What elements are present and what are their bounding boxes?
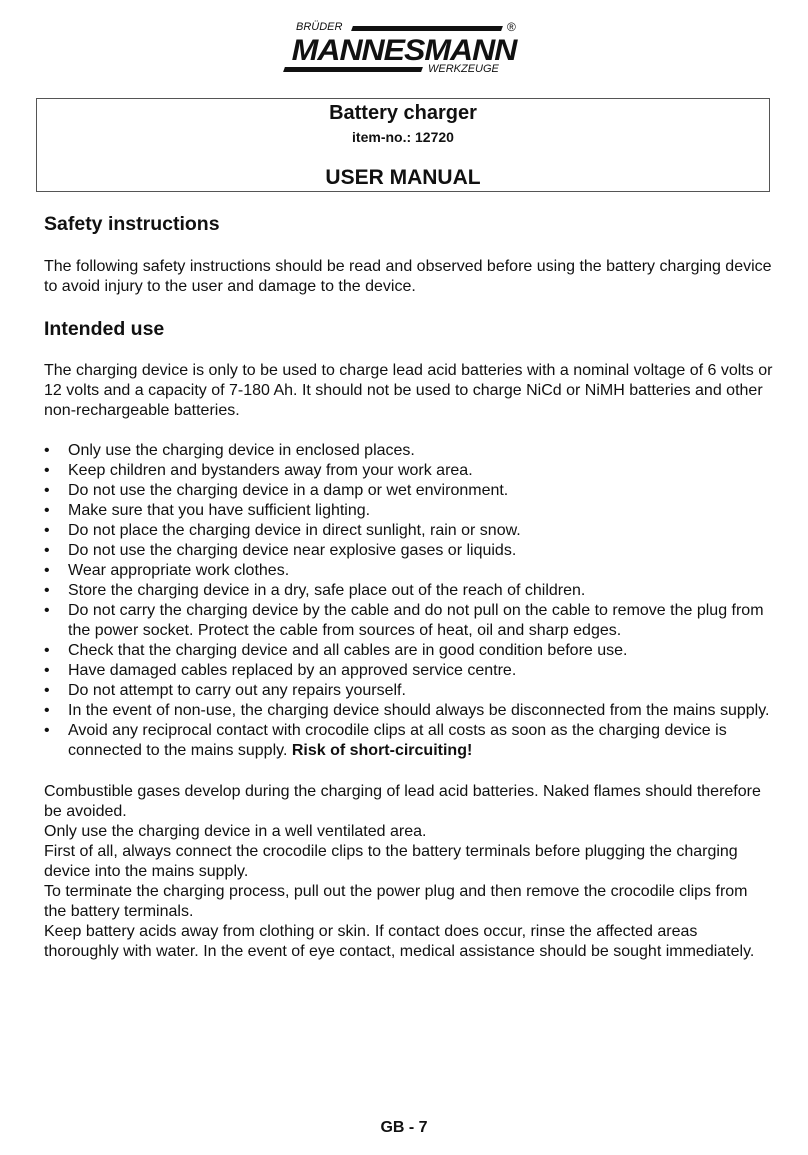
list-item: [44, 601, 774, 641]
closing-paragraph: Keep battery acids away from clothing or skin. If contact does occur, rinse the affected areas thoroughly with water. In the event of eye contact, medical assistance should be sought immediately.: [44, 923, 755, 960]
bullet-icon: •: [44, 582, 50, 599]
list-item: [44, 681, 774, 701]
bullet-icon: •: [44, 502, 50, 519]
closing-paragraph: First of all, always connect the crocodile clips to the battery terminals before plugging the charging device into the mains supply.: [44, 843, 738, 880]
list-item-text: Do not carry the charging device by the cable and do not pull on the cable to remove the plug from the power socket. Protect the cable from sources of heat, oil and sharp edges.: [68, 602, 764, 639]
bullet-icon: •: [44, 522, 50, 539]
bullet-icon: •: [44, 462, 50, 479]
closing-notes: [44, 782, 774, 962]
intended-use-heading: Intended use: [44, 318, 165, 340]
brand-logo: [282, 20, 526, 78]
list-item-text: Do not use the charging device in a damp or wet environment.: [68, 482, 509, 499]
manual-heading: USER MANUAL: [325, 166, 481, 189]
closing-paragraph: Only use the charging device in a well ventilated area.: [44, 823, 427, 840]
title-box: [36, 98, 770, 192]
bullet-icon: •: [44, 682, 50, 699]
logo-werkzeuge-text: WERKZEUGE: [428, 63, 499, 75]
logo-brand-text: MANNESMANN: [291, 33, 517, 67]
list-item: [44, 481, 774, 501]
bullet-icon: •: [44, 442, 50, 459]
list-item-text: Do not attempt to carry out any repairs yourself.: [68, 682, 406, 699]
safety-bullet-list: [44, 441, 774, 761]
list-item: [44, 501, 774, 521]
bullet-icon: •: [44, 642, 50, 659]
list-item-text: In the event of non-use, the charging device should always be disconnected from the mains supply.: [68, 702, 770, 719]
short-circuit-warning: Risk of short-circuiting!: [291, 742, 473, 759]
list-item-text: Wear appropriate work clothes.: [68, 562, 290, 579]
bullet-icon: •: [44, 602, 50, 619]
list-item: [44, 581, 774, 601]
list-item-text: Make sure that you have sufficient lighting.: [68, 502, 371, 519]
bullet-icon: •: [44, 482, 50, 499]
list-item-text: Avoid any reciprocal contact with crocodile clips at all costs as soon as the charging device is connected to the mains supply.: [68, 722, 727, 759]
logo-bar-top: [351, 26, 503, 31]
closing-paragraph: Combustible gases develop during the charging of lead acid batteries. Naked flames should therefore be avoided.: [44, 783, 761, 820]
list-item: [44, 461, 774, 481]
bullet-icon: •: [44, 562, 50, 579]
item-number: item-no.: 12720: [352, 129, 454, 145]
list-item-text: Check that the charging device and all cables are in good condition before use.: [68, 642, 628, 659]
closing-paragraph: To terminate the charging process, pull out the power plug and then remove the crocodile clips from the battery terminals.: [44, 883, 748, 920]
bullet-icon: •: [44, 662, 50, 679]
safety-paragraph: The following safety instructions should be read and observed before using the battery charging device to avoid injury to the user and damage to the device.: [44, 258, 772, 295]
list-item: [44, 561, 774, 581]
bullet-icon: •: [44, 542, 50, 559]
list-item: [44, 661, 774, 681]
list-item-text: Do not place the charging device in direct sunlight, rain or snow.: [68, 522, 521, 539]
logo-bar-bottom: [283, 67, 423, 72]
logo-registered-mark: ®: [507, 20, 516, 34]
page-number: GB - 7: [380, 1119, 428, 1136]
manual-content: [44, 211, 774, 962]
list-item-text: Do not use the charging device near explosive gases or liquids.: [68, 542, 517, 559]
list-item-text: Store the charging device in a dry, safe place out of the reach of children.: [68, 582, 586, 599]
list-item: [44, 701, 774, 721]
intended-use-paragraph: The charging device is only to be used to charge lead acid batteries with a nominal voltage of 6 volts or 12 volts and a capacity of 7-180 Ah. It should not be used to charge NiCd or NiMH batteries and other non-rechargeable batteries.: [44, 362, 773, 419]
list-item: [44, 541, 774, 561]
list-item: [44, 641, 774, 661]
document-title: Battery charger: [329, 102, 477, 124]
list-item-text: Have damaged cables replaced by an approved service centre.: [68, 662, 517, 679]
bullet-icon: •: [44, 722, 50, 739]
list-item-text: Keep children and bystanders away from your work area.: [68, 462, 473, 479]
logo-bruder-text: BRÜDER: [296, 21, 343, 33]
list-item: [44, 521, 774, 541]
safety-heading: Safety instructions: [44, 213, 220, 235]
list-item: [44, 721, 774, 761]
bullet-icon: •: [44, 702, 50, 719]
list-item-text: Only use the charging device in enclosed places.: [68, 442, 415, 459]
list-item: [44, 441, 774, 461]
